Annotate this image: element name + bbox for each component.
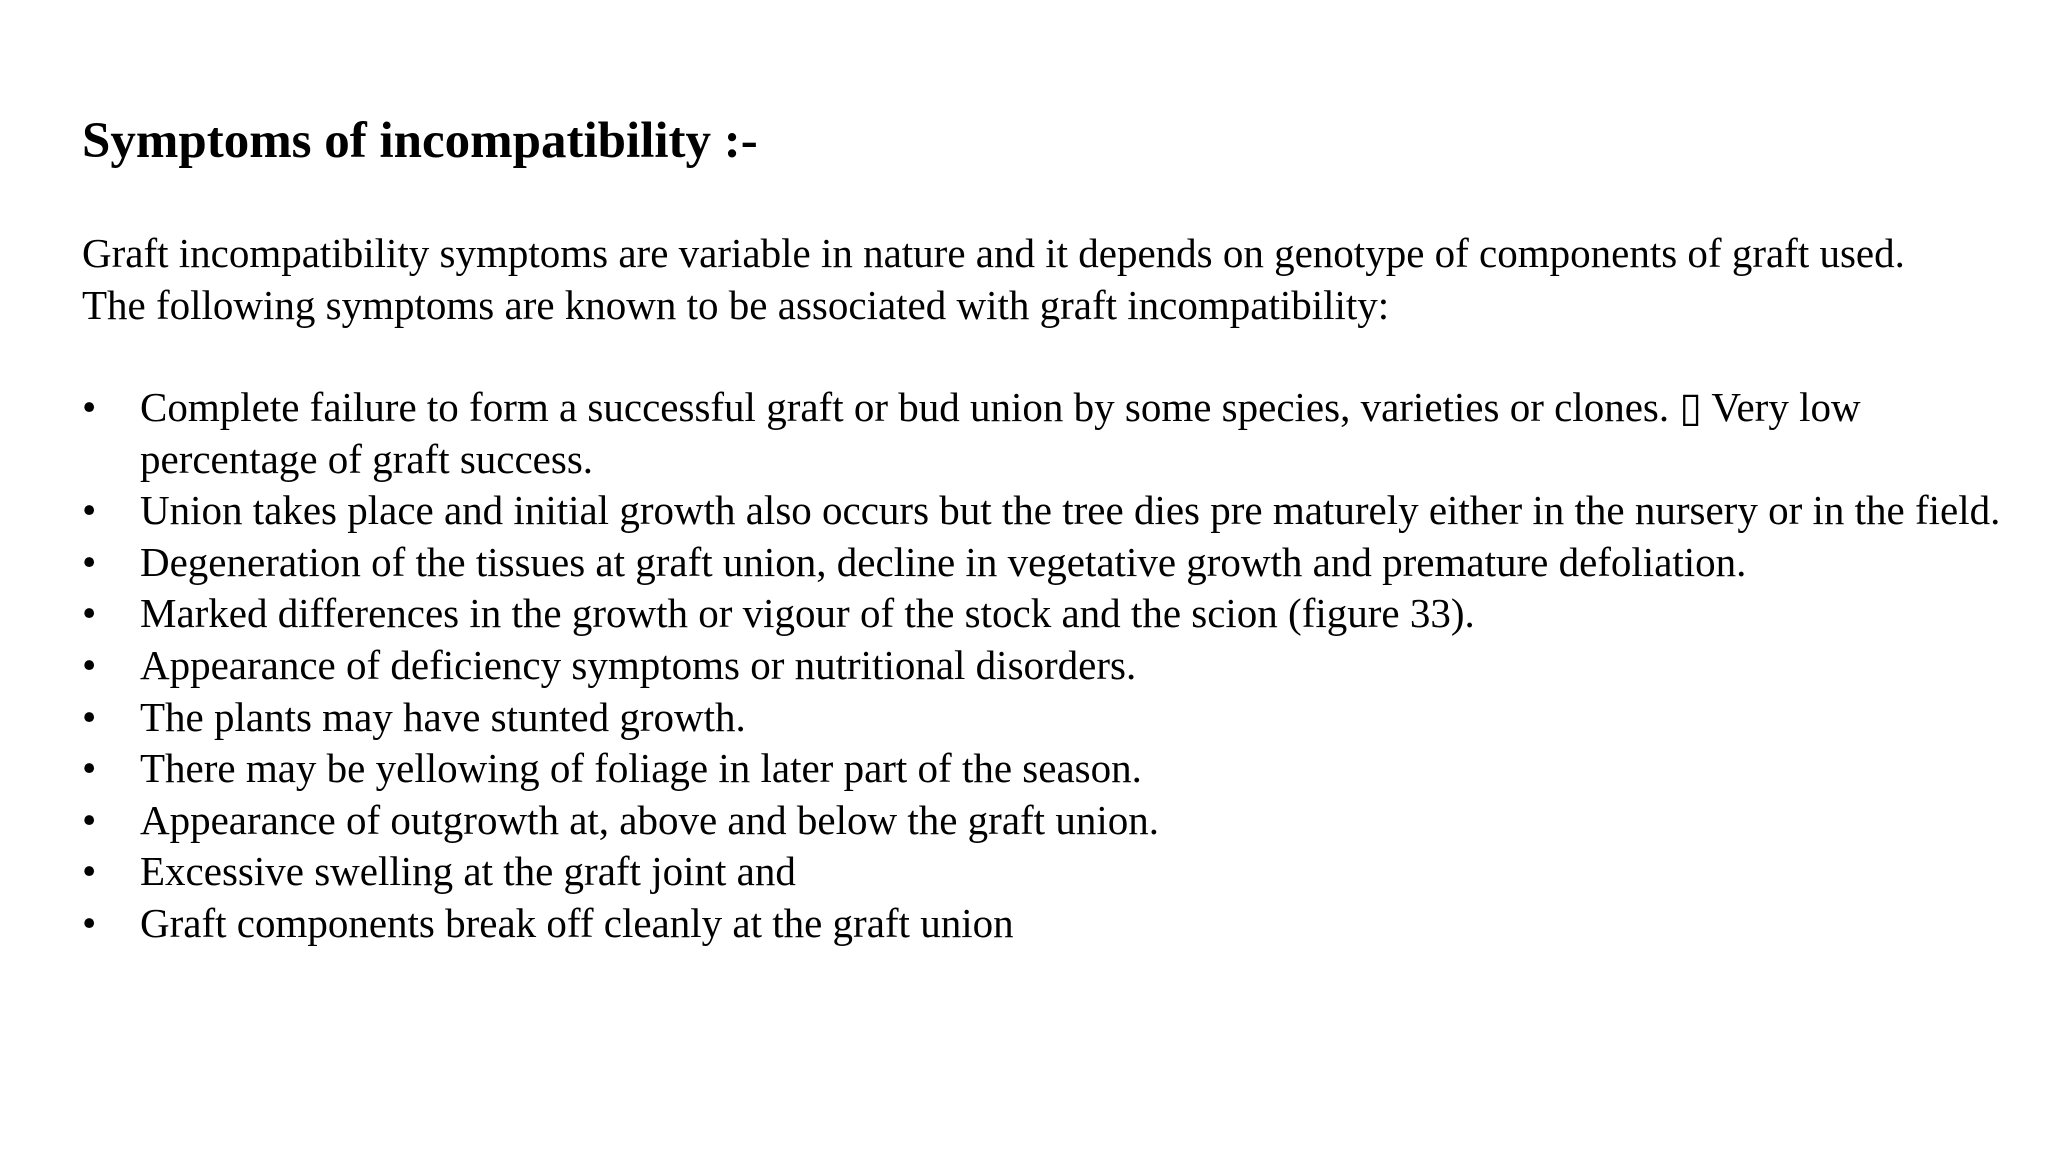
list-item-text: Marked differences in the growth or vigour of the stock and the scion (figure 33). — [140, 590, 1475, 637]
intro-paragraph — [82, 228, 2022, 331]
bullet-icon: • — [82, 538, 97, 585]
list-item — [82, 537, 2022, 589]
list-item-text: The plants may have stunted growth. — [140, 693, 746, 740]
list-item-text: Graft components break off cleanly at the graft union — [140, 899, 1014, 946]
list-item-text: Appearance of deficiency symptoms or nutritional disorders. — [140, 641, 1137, 688]
intro-line: The following symptoms are known to be associated with graft incompatibility: — [82, 281, 1390, 328]
slide-title: Symptoms of incompatibility :- — [82, 113, 758, 169]
list-item-text: There may be yellowing of foliage in later part of the season. — [140, 745, 1142, 792]
list-item — [82, 485, 2022, 537]
list-item-text: Excessive swelling at the graft joint and — [140, 848, 796, 895]
list-item — [82, 382, 2022, 485]
bullet-icon: • — [82, 899, 97, 946]
bullet-icon: • — [82, 796, 97, 843]
list-item-text: Union takes place and initial growth also occurs but the tree dies pre maturely either in the nursery or in the field. — [140, 487, 2001, 534]
list-item — [82, 795, 2022, 847]
list-item — [82, 692, 2022, 744]
intro-line: Graft incompatibility symptoms are variable in nature and it depends on genotype of components of graft used. — [82, 230, 1905, 276]
symptom-list — [82, 382, 2022, 950]
bullet-icon: • — [82, 745, 97, 792]
list-item — [82, 588, 2022, 640]
bullet-icon: • — [82, 848, 97, 895]
list-item-text: Appearance of outgrowth at, above and below the graft union. — [140, 796, 1159, 843]
list-item-text: Degeneration of the tissues at graft union, decline in vegetative growth and premature defoliation. — [140, 538, 1747, 585]
list-item-text: Complete failure to form a successful graft or bud union by some species, varieties or clones. ▯ Very low percentage of graft success. — [140, 384, 1861, 482]
list-item — [82, 743, 2022, 795]
bullet-icon: • — [82, 487, 97, 534]
bullet-icon: • — [82, 590, 97, 637]
list-item — [82, 846, 2022, 898]
list-item — [82, 898, 2022, 950]
bullet-icon: • — [82, 693, 97, 740]
bullet-icon: • — [82, 641, 97, 688]
list-item — [82, 640, 2022, 692]
bullet-icon: • — [82, 384, 97, 430]
